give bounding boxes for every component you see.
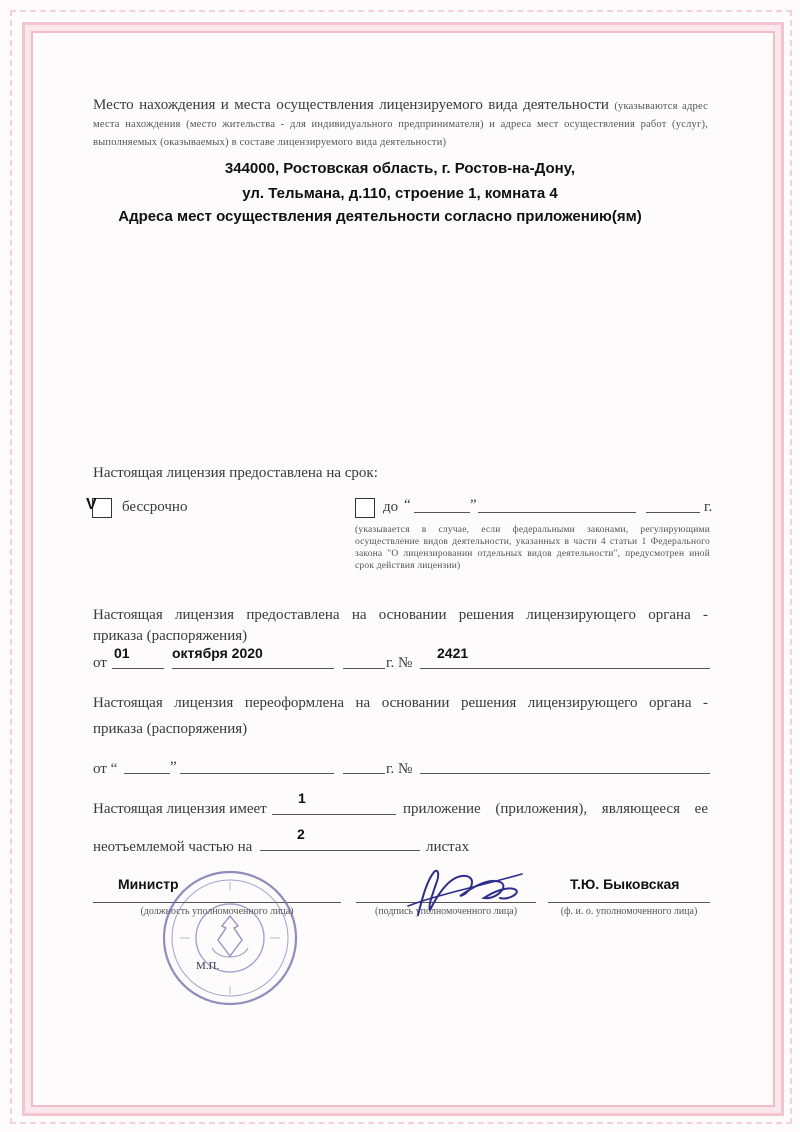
until-quote-open: “	[404, 497, 411, 513]
signature-caption: (подпись уполномоченного лица)	[374, 906, 518, 917]
position-caption: (должность уполномоченного лица)	[140, 906, 294, 917]
reissue-year-line	[343, 773, 385, 774]
reissue-number-line	[420, 773, 710, 774]
reissue-text-line-2: приказа (распоряжения)	[93, 721, 248, 737]
appendix-text-after: приложение (приложения), являющееся ее	[403, 801, 708, 817]
until-label: до	[383, 499, 399, 515]
until-year-line	[646, 512, 700, 513]
term-note: (указывается в случае, если федеральными законами, регулирующими осуществление видов деятельности, указанных в части 4 статьи 1 Федерального закона "О лицензировании отдельных видов деятельности", предусмотрен иной срок действия лицензии)	[355, 525, 710, 571]
basis-number-line	[420, 668, 710, 669]
appendix-text2-after: листах	[426, 839, 470, 855]
term-heading: Настоящая лицензия предоставлена на срок:	[93, 465, 378, 481]
basis-year-suffix: г. №	[386, 655, 413, 671]
appendix-count-line	[272, 814, 396, 815]
reissue-year-suffix: г. №	[386, 761, 413, 777]
address-line-3: Адреса мест осуществления деятельности согласно приложению(ям)	[118, 208, 642, 225]
reissue-text-line-1: Настоящая лицензия переоформлена на основании решения лицензирующего органа -	[93, 695, 708, 711]
until-day-line	[414, 512, 470, 513]
appendix-text2-before: неотъемлемой частью на	[93, 839, 253, 855]
basis-number: 2421	[437, 645, 469, 661]
name-line	[548, 902, 710, 903]
location-heading-note: (указываются адрес места нахождения (место жительства - для индивидуального предпринимателя) и адреса мест осуществления работ (услуг), выполняемых (оказываемых) в составе лицензируемого вида деятельности)	[93, 101, 708, 148]
position-text: Министр	[118, 876, 179, 892]
until-month-line	[478, 512, 636, 513]
basis-year-line	[343, 668, 385, 669]
location-heading-block	[93, 96, 708, 150]
basis-month-line	[172, 668, 334, 669]
handwritten-signature	[400, 860, 530, 920]
name-caption: (ф. и. о. уполномоченного лица)	[560, 906, 698, 917]
until-year-suffix: г.	[704, 499, 713, 515]
basis-text-line-2: приказа (распоряжения)	[93, 628, 248, 644]
indefinite-label: бессрочно	[122, 499, 188, 515]
basis-month-year: октября 2020	[172, 645, 263, 661]
reissue-day-line	[124, 773, 170, 774]
official-stamp	[160, 868, 300, 1008]
stamp-mp-label: М.П.	[196, 960, 220, 972]
stamp-seal-icon	[160, 868, 300, 1008]
reissue-quote-close: ”	[170, 759, 177, 775]
appendix-sheets: 2	[297, 826, 305, 842]
location-heading: Место нахождения и места осуществления лицензируемого вида деятельности	[93, 97, 609, 113]
until-checkbox[interactable]	[355, 498, 375, 518]
check-mark: V	[86, 496, 97, 513]
appendix-sheets-line	[260, 850, 420, 851]
basis-day-line	[112, 668, 164, 669]
address-line-2: ул. Тельмана, д.110, строение 1, комната 4	[242, 185, 558, 202]
basis-day: 01	[114, 645, 130, 661]
basis-text-line-1: Настоящая лицензия предоставлена на основании решения лицензирующего органа -	[93, 607, 708, 623]
reissue-month-line	[180, 773, 334, 774]
reissue-from-label: от “	[93, 761, 118, 777]
address-line-1: 344000, Ростовская область, г. Ростов-на-Дону,	[224, 160, 576, 177]
basis-from-label: от	[93, 655, 107, 671]
appendix-text-before: Настоящая лицензия имеет	[93, 801, 267, 817]
signer-name: Т.Ю. Быковская	[570, 876, 680, 892]
appendix-count: 1	[298, 790, 306, 806]
until-quote-close: ”	[470, 497, 477, 513]
